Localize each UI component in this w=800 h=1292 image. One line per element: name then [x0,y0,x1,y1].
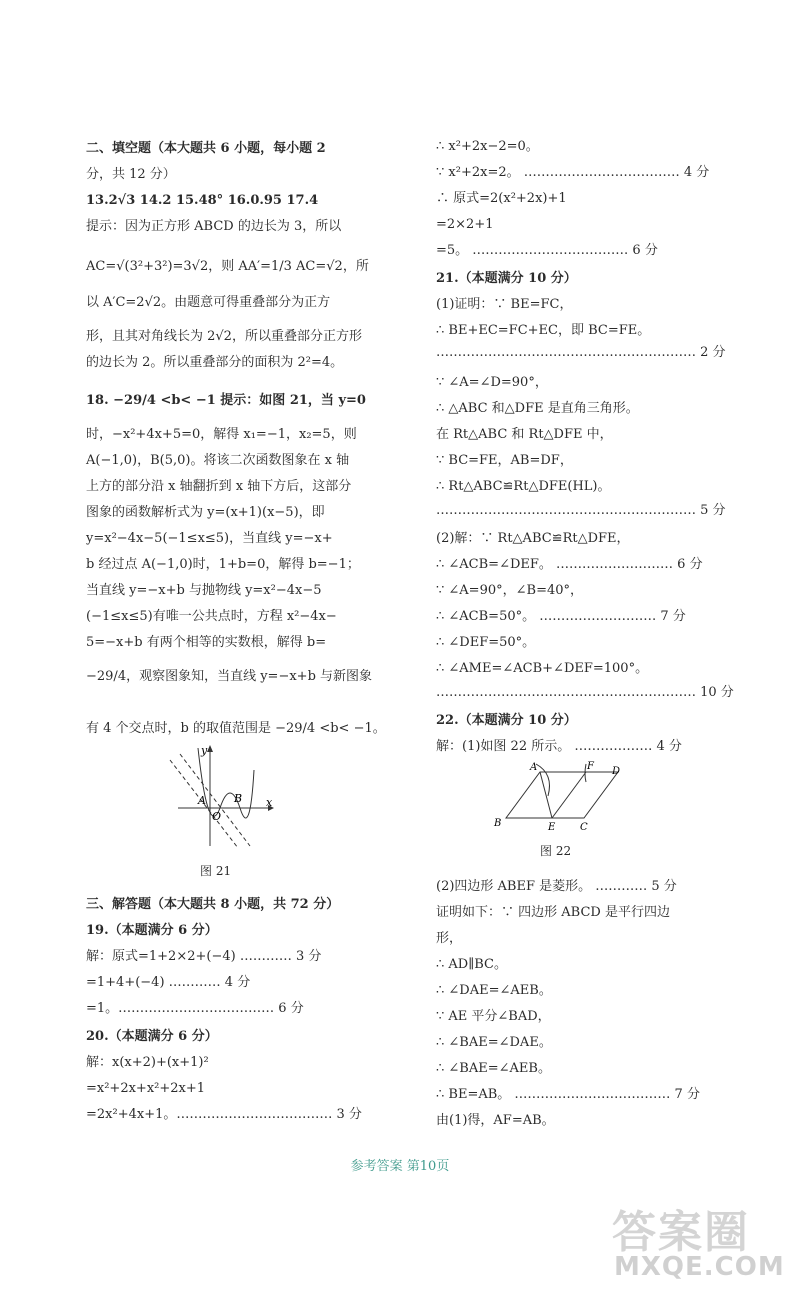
watermark-text-bottom: MXQE.COM [614,1252,785,1282]
label-x: x [266,796,273,809]
right-line: ∴ ∠ACB=∠DEF。 ……………………… 6 分 [436,557,703,572]
figure-22-caption: 图 22 [540,844,572,858]
right-line: (1)证明：∵ BE=FC， [436,297,573,312]
right-line: ∴ ∠ACB=50°。 ……………………… 7 分 [436,609,686,624]
page-footer: 参考答案 第10页 [350,1159,450,1174]
parallelogram-ABCD [506,772,618,818]
right-line: 由(1)得，AF=AB。 [436,1113,555,1128]
right-line: ∵ ∠A=90°，∠B=40°， [436,583,583,598]
right-line: ∴ x²+2x−2=0。 [436,139,539,154]
label-A: A [530,762,538,773]
left-line: AC=√(3²+3²)=3√2，则 AA′=1/3 AC=√2，所 [86,259,369,274]
label-F: F [587,761,594,772]
right-line: …………………………………………………… 10 分 [436,685,734,700]
figure-22-parallelogram [490,760,630,832]
right-line: ∴ AD∥BC。 [436,957,507,972]
right-line: ∴ 原式=2(x²+2x)+1 [436,191,567,206]
label-B: B [234,792,243,805]
left-line: (−1≤x≤5)有唯一公共点时，方程 x²−4x− [86,609,337,624]
right-line: ∵ AE 平分∠BAD， [436,1009,551,1024]
right-line: 形， [436,931,463,946]
right-line: ∴ ∠DEF=50°。 [436,635,536,650]
right-line: 证明如下：∵ 四边形 ABCD 是平行四边 [436,905,670,920]
left-line: 有 4 个交点时，b 的取值范围是 −29/4 <b< −1。 [86,721,386,736]
left-line: =1+4+(−4) ………… 4 分 [86,975,251,990]
right-line: ∵ BC=FE，AB=DF， [436,453,573,468]
left-line: =x²+2x+x²+2x+1 [86,1081,206,1096]
left-line: 解：原式=1+2×2+(−4) ………… 3 分 [86,949,322,964]
left-line: 形，且其对角线长为 2√2，所以重叠部分正方形 [86,329,362,344]
left-line: 时，−x²+4x+5=0，解得 x₁=−1，x₂=5，则 [86,427,357,442]
right-line: ∴ △ABC 和△DFE 是直角三角形。 [436,401,639,416]
left-line: =2x²+4x+1。……………………………… 3 分 [86,1107,362,1122]
figure-21-caption: 图 21 [200,864,232,878]
label-D: D [612,766,621,777]
right-line: ∴ Rt△ABC≌Rt△DFE(HL)。 [436,479,611,494]
left-line: 20.（本题满分 6 分） [86,1029,218,1044]
segment-EF [552,772,586,818]
watermark-logo [612,1196,792,1282]
right-line: ∴ BE=AB。 ……………………………… 7 分 [436,1087,700,1102]
right-line: ∴ ∠DAE=∠AEB。 [436,983,552,998]
left-line: A(−1,0)，B(5,0)。将该二次函数图象在 x 轴 [86,453,350,468]
left-line: 的边长为 2。所以重叠部分的面积为 2²=4。 [86,355,344,370]
left-line: 以 A′C=2√2。由题意可得重叠部分为正方 [86,295,331,310]
right-line: 21.（本题满分 10 分） [436,271,577,286]
left-line: y=x²−4x−5(−1≤x≤5)，当直线 y=−x+ [86,531,333,546]
left-line: 上方的部分沿 x 轴翻折到 x 轴下方后，这部分 [86,479,352,494]
label-A: A [198,794,206,807]
left-line: 提示：因为正方形 ABCD 的边长为 3，所以 [86,219,342,234]
watermark-text-top: 答案圈 [612,1207,750,1258]
label-C: C [580,822,588,832]
right-line: ∴ ∠BAE=∠AEB。 [436,1061,551,1076]
segment-AE [540,772,552,818]
left-line: 19.（本题满分 6 分） [86,923,218,938]
right-line: ∵ x²+2x=2。 ……………………………… 4 分 [436,165,710,180]
left-line: 分，共 12 分） [86,167,176,182]
right-line: ∴ BE+EC=FC+EC，即 BC=FE。 [436,323,651,338]
figure-21-graph [168,740,278,852]
left-line: 图象的函数解析式为 y=(x+1)(x−5)，即 [86,505,325,520]
left-line: 18. −29/4 <b< −1 提示：如图 21，当 y=0 [86,393,366,408]
right-line: =2×2+1 [436,217,494,232]
label-O: O [212,810,222,823]
left-line: −29/4，观察图象知，当直线 y=−x+b 与新图象 [86,669,373,684]
right-line: 解：(1)如图 22 所示。 ……………… 4 分 [436,739,682,754]
right-line: =5。 ……………………………… 6 分 [436,243,658,258]
left-line: 三、解答题（本大题共 8 小题，共 72 分） [86,897,340,912]
construction-arc [536,764,550,796]
label-E: E [548,822,556,832]
right-line: ∵ ∠A=∠D=90°， [436,375,548,390]
left-line: 13.2√3 14.2 15.48° 16.0.95 17.4 [86,193,319,208]
left-line: =1。……………………………… 6 分 [86,1001,304,1016]
right-line: …………………………………………………… 2 分 [436,345,726,360]
right-line: 22.（本题满分 10 分） [436,713,577,728]
left-line: 二、填空题（本大题共 6 小题，每小题 2 [86,141,326,156]
right-line: 在 Rt△ABC 和 Rt△DFE 中， [436,427,613,442]
left-line: 解：x(x+2)+(x+1)² [86,1055,209,1070]
left-line: b 经过点 A(−1,0)时，1+b=0，解得 b=−1； [86,557,360,572]
right-line: ∴ ∠BAE=∠DAE。 [436,1035,552,1050]
right-line: (2)解：∵ Rt△ABC≌Rt△DFE， [436,531,630,546]
label-y: y [201,744,208,757]
left-line: 5=−x+b 有两个相等的实数根，解得 b= [86,635,327,650]
right-line: ∴ ∠AME=∠ACB+∠DEF=100°。 [436,661,649,676]
right-line: …………………………………………………… 5 分 [436,503,726,518]
left-line: 当直线 y=−x+b 与抛物线 y=x²−4x−5 [86,583,322,598]
label-B: B [494,818,502,829]
right-line: (2)四边形 ABEF 是菱形。 ………… 5 分 [436,879,677,894]
